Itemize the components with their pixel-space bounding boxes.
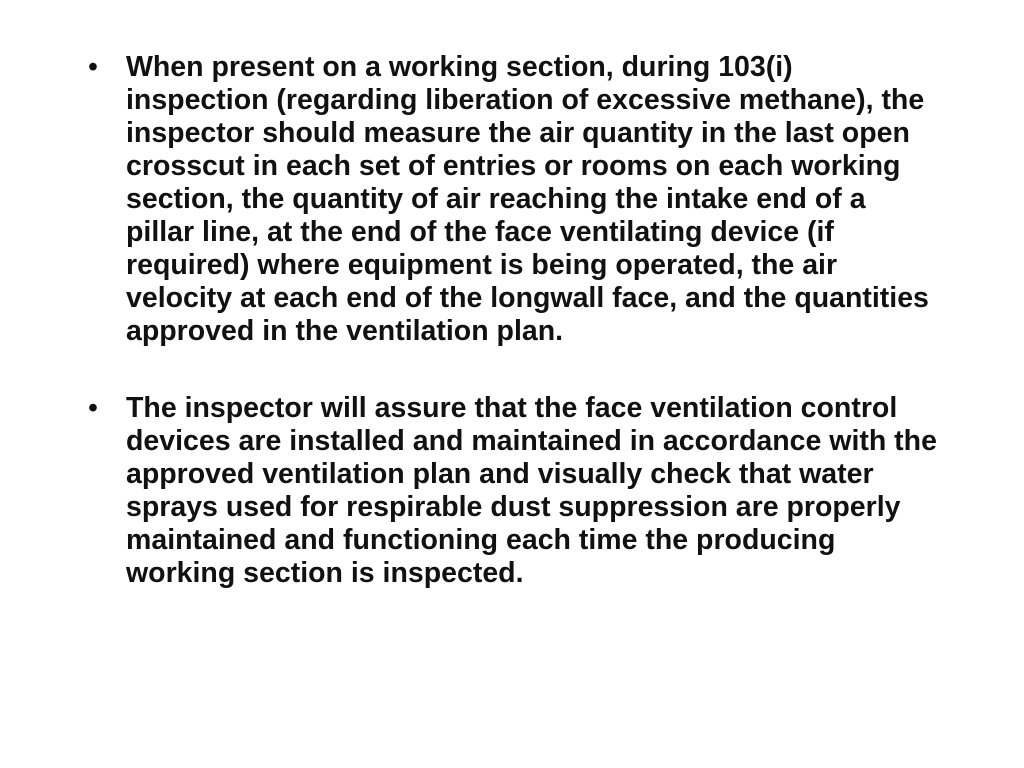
bullet-list xyxy=(88,51,938,590)
bullet-marker: • xyxy=(88,51,98,83)
bullet-marker: • xyxy=(88,392,98,424)
bullet-item xyxy=(88,392,938,590)
bullet-item xyxy=(88,51,938,348)
bullet-text: When present on a working section, during 103(i) inspection (regarding liberation of excessive methane), the inspector should measure the air quantity in the last open crosscut in each set of entries or rooms on each working section, the quantity of air reaching the intake end of a pillar line, at the end of the face ventilating device (if required) where equipment is being operated, the air velocity at each end of the longwall face, and the quantities approved in the ventilation plan. xyxy=(126,51,929,347)
bullet-text: The inspector will assure that the face ventilation control devices are installed and maintained in accordance with the approved ventilation plan and visually check that water sprays used for respirable dust suppression are properly maintained and functioning each time the producing working section is inspected. xyxy=(126,392,937,589)
